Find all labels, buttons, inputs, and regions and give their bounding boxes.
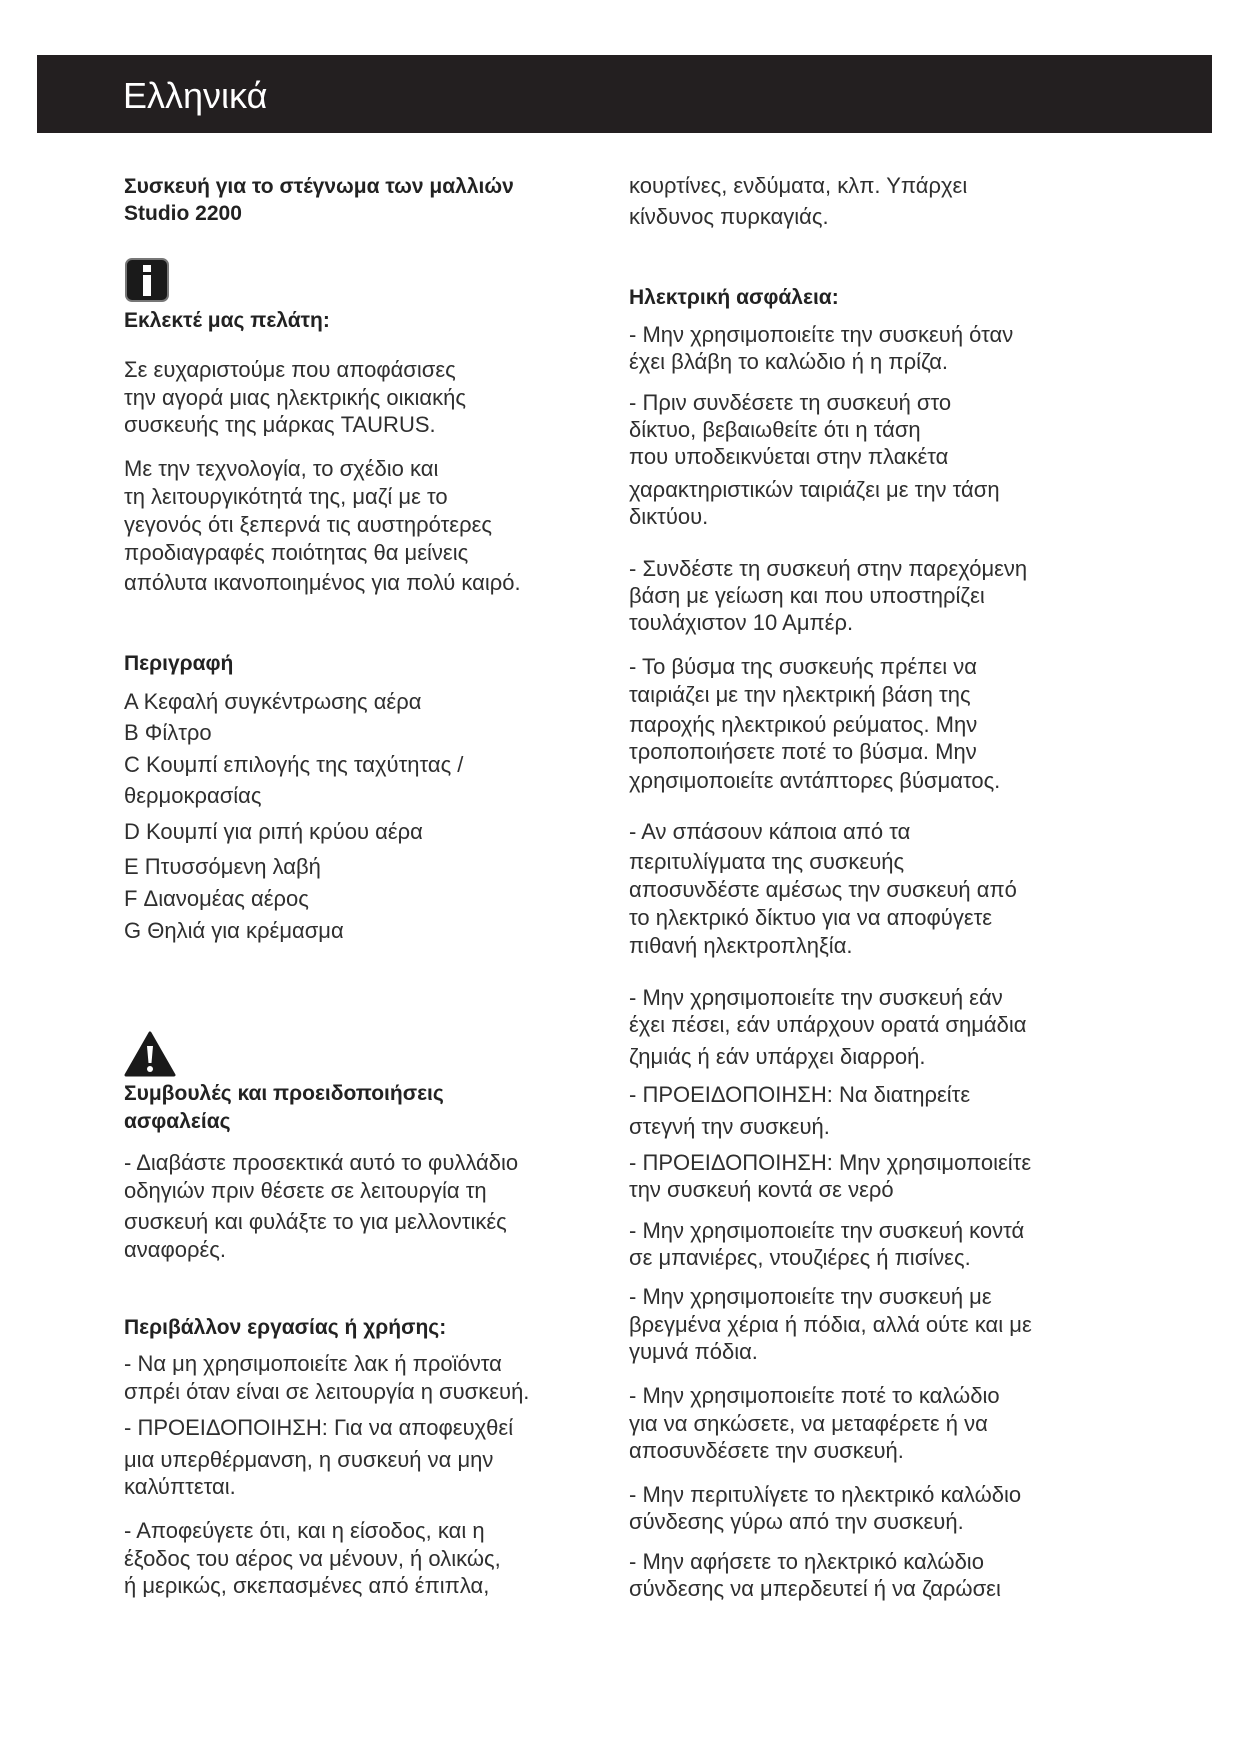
text-line: κίνδυνος πυρκαγιάς. (629, 204, 829, 229)
environment-heading: Περιβάλλον εργασίας ή χρήσης: (124, 1316, 447, 1339)
text-line: ταιριάζει με την ηλεκτρική βάση της (629, 682, 971, 707)
text-line: σπρέι όταν είναι σε λειτουργία η συσκευή. (124, 1379, 530, 1404)
text-line: συσκευής της μάρκας TAURUS. (124, 412, 436, 437)
text-line: αναφορές. (124, 1237, 226, 1262)
text-line: - Μην περιτυλίγετε το ηλεκτρικό καλώδιο (629, 1482, 1022, 1507)
text-line: ζημιάς ή εάν υπάρχει διαρροή. (629, 1044, 926, 1069)
text-line: σύνδεσης γύρω από την συσκευή. (629, 1509, 964, 1534)
text-line: - Μην χρησιμοποιείτε την συσκευή με (629, 1284, 992, 1309)
customer-heading: Εκλεκτέ μας πελάτη: (124, 309, 330, 332)
text-line: γυμνά πόδια. (629, 1339, 758, 1364)
text-line: - Μην χρησιμοποιείτε ποτέ το καλώδιο (629, 1383, 1000, 1408)
text-line: - Πριν συνδέσετε τη συσκευή στο (629, 390, 952, 415)
text-line: σε μπανιέρες, ντουζιέρες ή πισίνες. (629, 1245, 971, 1270)
text-line: - Αποφεύγετε ότι, και η είσοδος, και η (124, 1518, 485, 1543)
text-line: - ΠΡΟΕΙΔΟΠΟΙΗΣΗ: Για να αποφευχθεί (124, 1415, 514, 1440)
product-title: Studio 2200 (124, 202, 242, 225)
text-line: αποσυνδέστε αμέσως την συσκευή από (629, 877, 1017, 902)
text-line: τροποποιήσετε ποτέ το βύσμα. Μην (629, 739, 977, 764)
text-line: - Αν σπάσουν κάποια από τα (629, 819, 911, 844)
part-item: G Θηλιά για κρέμασμα (124, 918, 344, 943)
text-line: - Μην χρησιμοποιείτε την συσκευή εάν (629, 985, 1003, 1010)
description-heading: Περιγραφή (124, 652, 234, 675)
text-line: για να σηκώσετε, να μεταφέρετε ή να (629, 1411, 988, 1436)
text-line: βάση με γείωση και που υποστηρίζει (629, 583, 985, 608)
text-line: βρεγμένα χέρια ή πόδια, αλλά ούτε και με (629, 1312, 1032, 1337)
text-line: δίκτυο, βεβαιωθείτε ότι η τάση (629, 417, 921, 442)
text-line: γεγονός ότι ξεπερνά τις αυστηρότερες (124, 512, 493, 537)
text-line: έχει πέσει, εάν υπάρχουν ορατά σημάδια (629, 1012, 1027, 1037)
text-line: Σε ευχαριστούμε που αποφάσισες (124, 357, 456, 382)
text-line: - ΠΡΟΕΙΔΟΠΟΙΗΣΗ: Να διατηρείτε (629, 1082, 971, 1107)
text-line: συσκευή και φυλάξτε το για μελλοντικές (124, 1209, 507, 1234)
warning-icon (124, 1030, 176, 1078)
text-line: ή μερικώς, σκεπασμένες από έπιπλα, (124, 1573, 490, 1598)
safety-heading: ασφαλείας (124, 1110, 231, 1133)
language-header-bar (37, 55, 1212, 133)
text-line: στεγνή την συσκευή. (629, 1114, 830, 1139)
text-line: χρησιμοποιείτε αντάπτορες βύσματος. (629, 768, 1001, 793)
text-line: έξοδος του αέρος να μένουν, ή ολικώς, (124, 1546, 501, 1571)
text-line: το ηλεκτρικό δίκτυο για να αποφύγετε (629, 905, 993, 930)
text-line: - Μην χρησιμοποιείτε την συσκευή κοντά (629, 1218, 1025, 1243)
text-line: τη λειτουργικότητά της, μαζί με το (124, 484, 448, 509)
text-line: πιθανή ηλεκτροπληξία. (629, 933, 853, 958)
text-line: - Μην χρησιμοποιείτε την συσκευή όταν (629, 322, 1014, 347)
text-line: σύνδεσης να μπερδευτεί ή να ζαρώσει (629, 1576, 1001, 1601)
text-line: αποσυνδέσετε την συσκευή. (629, 1438, 904, 1463)
safety-heading: Συμβουλές και προειδοποιήσεις (124, 1082, 444, 1105)
text-line: κουρτίνες, ενδύματα, κλπ. Υπάρχει (629, 173, 968, 198)
text-line: οδηγιών πριν θέσετε σε λειτουργία τη (124, 1178, 487, 1203)
text-line: - Να μη χρησιμοποιείτε λακ ή προϊόντα (124, 1351, 502, 1376)
text-line: - Μην αφήσετε το ηλεκτρικό καλώδιο (629, 1549, 984, 1574)
text-line: προδιαγραφές ποιότητας θα μείνεις (124, 540, 469, 565)
info-icon (124, 257, 170, 303)
text-line: - Το βύσμα της συσκευής πρέπει να (629, 654, 978, 679)
text-line: που υποδεικνύεται στην πλακέτα (629, 444, 949, 469)
text-line: έχει βλάβη το καλώδιο ή η πρίζα. (629, 349, 949, 374)
language-title: Ελληνικά (123, 75, 268, 116)
text-line: - Διαβάστε προσεκτικά αυτό το φυλλάδιο (124, 1150, 519, 1175)
part-item: A Κεφαλή συγκέντρωσης αέρα (124, 689, 422, 714)
part-item: B Φίλτρο (124, 720, 212, 745)
text-line: καλύπτεται. (124, 1474, 236, 1499)
text-line: - Συνδέστε τη συσκευή στην παρεχόμενη (629, 556, 1028, 581)
text-line: δικτύου. (629, 504, 709, 529)
text-line: περιτυλίγματα της συσκευής (629, 849, 905, 874)
product-title: Συσκευή για το στέγνωμα των μαλλιών (124, 175, 514, 198)
text-line: τουλάχιστον 10 Αμπέρ. (629, 610, 854, 635)
text-line: χαρακτηριστικών ταιριάζει με την τάση (629, 477, 1000, 502)
text-line: την συσκευή κοντά σε νερό (629, 1177, 894, 1202)
part-item: θερμοκρασίας (124, 783, 262, 808)
text-line: την αγορά μιας ηλεκτρικής οικιακής (124, 385, 466, 410)
text-line: παροχής ηλεκτρικού ρεύματος. Μην (629, 712, 978, 737)
part-item: D Κουμπί για ριπή κρύου αέρα (124, 819, 423, 844)
part-item: C Κουμπί επιλογής της ταχύτητας / (124, 752, 464, 777)
part-item: F Διανομέας αέρος (124, 886, 309, 911)
part-item: E Πτυσσόμενη λαβή (124, 854, 321, 879)
text-line: μια υπερθέρμανση, η συσκευή να μην (124, 1447, 494, 1472)
text-line: - ΠΡΟΕΙΔΟΠΟΙΗΣΗ: Μην χρησιμοποιείτε (629, 1150, 1032, 1175)
text-line: Με την τεχνολογία, το σχέδιο και (124, 456, 439, 481)
electric-safety-heading: Ηλεκτρική ασφάλεια: (629, 286, 839, 309)
text-line: απόλυτα ικανοποιημένος για πολύ καιρό. (124, 570, 521, 595)
